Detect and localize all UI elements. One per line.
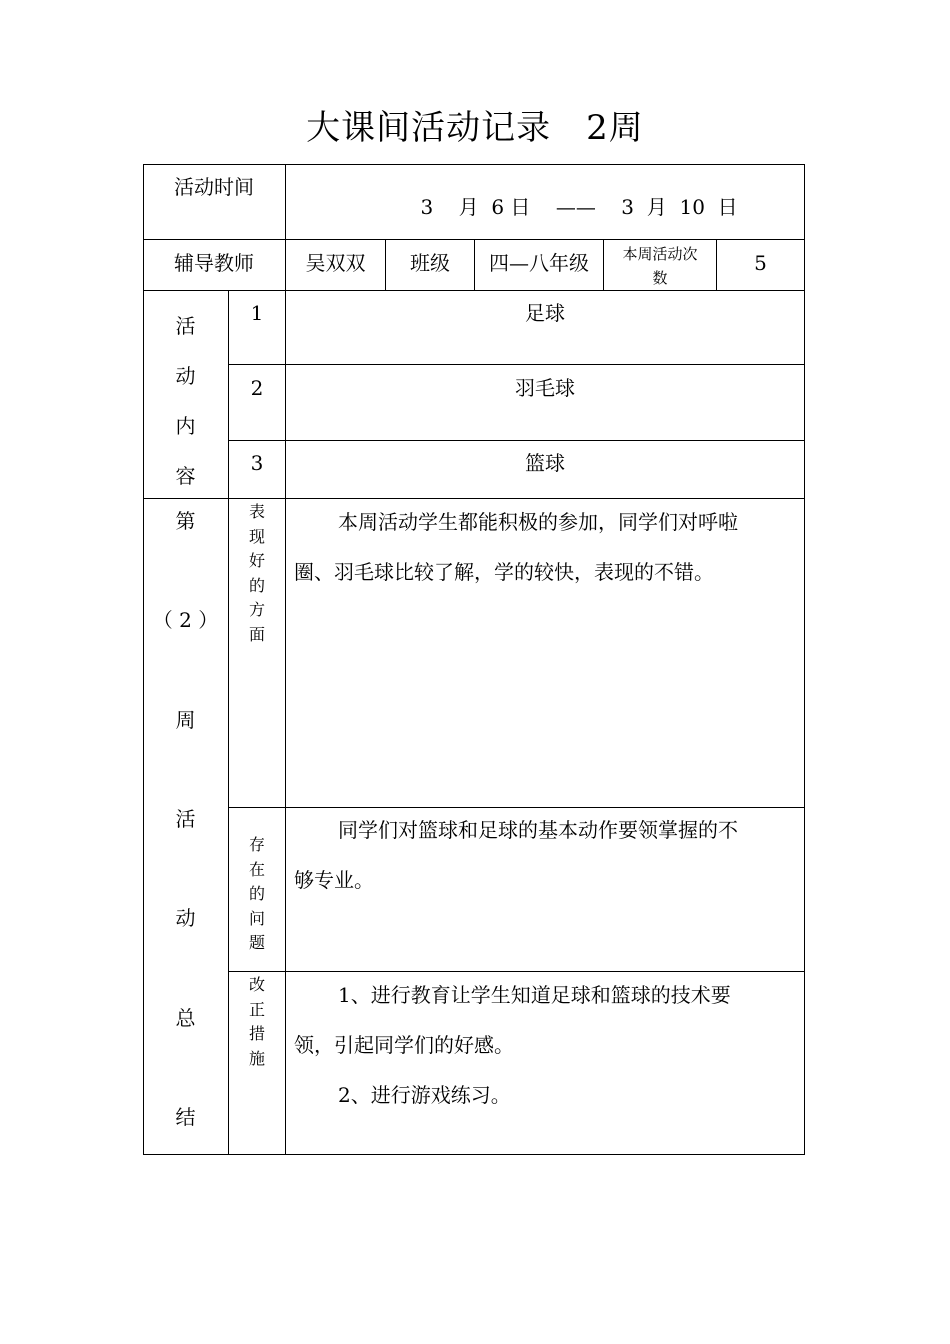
item-number: 2 (250, 376, 264, 400)
label-char: 方 (248, 600, 265, 619)
problems-label (229, 833, 285, 956)
label-char: 现 (248, 526, 265, 546)
label-char: 存 (248, 835, 265, 854)
rule-content-col (285, 290, 286, 1155)
label-char: 措 (248, 1024, 265, 1043)
start-day: 6 (491, 195, 505, 219)
summary-side-char: 活 (175, 807, 196, 831)
month-char-2: 月 (646, 195, 667, 219)
page-title: 大课间活动记录 2周 (306, 108, 644, 148)
measures-label (229, 973, 285, 1071)
count-value: 5 (754, 251, 767, 275)
label-char: 表 (248, 502, 265, 521)
label-char: 正 (248, 999, 265, 1019)
good-aspects-text (294, 497, 799, 597)
label-char: 施 (248, 1048, 265, 1068)
activity-record-table (143, 164, 805, 1155)
item-text: 篮球 (525, 451, 565, 475)
month-char-1: 月 (458, 195, 479, 219)
teacher-name: 吴双双 (305, 251, 366, 275)
content-side-char: 内 (175, 414, 196, 438)
problems-line-2: 够专业。 (294, 868, 374, 892)
measures-line-3: 2、进行游戏练习。 (338, 1083, 511, 1107)
activity-time-label: 活动时间 (174, 175, 254, 199)
item-number: 3 (250, 451, 264, 475)
day-char-1: 日 (510, 195, 531, 219)
good-line-1: 本周活动学生都能积极的参加，同学们对呼啦 (338, 510, 738, 534)
rule-after-item2 (228, 440, 805, 441)
good-aspects-label (229, 500, 285, 647)
label-char: 在 (248, 859, 265, 879)
problems-text (294, 805, 799, 905)
label-char: 面 (248, 624, 265, 644)
summary-side-char: 总 (175, 1006, 196, 1030)
content-side-char: 容 (175, 464, 196, 488)
label-char: 问 (248, 908, 265, 928)
label-char: 好 (248, 551, 265, 570)
summary-side-char: 周 (175, 708, 196, 732)
summary-side-char: 第 (175, 509, 196, 533)
class-label: 班级 (410, 251, 450, 275)
item-text: 羽毛球 (515, 376, 575, 400)
measures-text (294, 970, 799, 1120)
measures-line-1: 1、进行教育让学生知道足球和篮球的技术要 (338, 983, 731, 1007)
class-value: 四—八年级 (489, 251, 589, 275)
count-label (604, 242, 716, 290)
end-month: 3 (621, 195, 635, 219)
summary-side-char: 结 (175, 1105, 196, 1129)
count-label-line1: 本周活动次 (622, 245, 698, 263)
label-char: 的 (248, 575, 265, 595)
activity-time-range (395, 177, 738, 237)
item-text: 足球 (525, 301, 565, 325)
label-char: 题 (248, 933, 265, 952)
table-border-right (804, 164, 805, 1155)
problems-line-1: 同学们对篮球和足球的基本动作要领掌握的不 (338, 818, 738, 842)
item-number: 1 (250, 301, 264, 325)
start-month: 3 (420, 195, 434, 219)
content-side-label (143, 301, 228, 501)
table-border-bottom (143, 1154, 805, 1155)
summary-side-char: （ 2 ） (152, 608, 219, 632)
label-char: 的 (248, 884, 265, 903)
date-dash: —— (555, 195, 596, 219)
content-side-char: 动 (175, 364, 196, 388)
rule-after-item1 (228, 364, 805, 365)
table-border-top (143, 164, 805, 165)
teacher-label: 辅导教师 (174, 251, 254, 275)
content-side-char: 活 (175, 314, 196, 338)
summary-side-char: 动 (175, 906, 196, 930)
day-char-2: 日 (717, 195, 738, 219)
count-label-line2: 数 (652, 269, 668, 287)
label-char: 改 (248, 975, 265, 994)
end-day: 10 (679, 195, 705, 219)
measures-line-2: 领，引起同学们的好感。 (294, 1033, 514, 1057)
good-line-2: 圈、羽毛球比较了解，学的较快，表现的不错。 (294, 560, 714, 584)
